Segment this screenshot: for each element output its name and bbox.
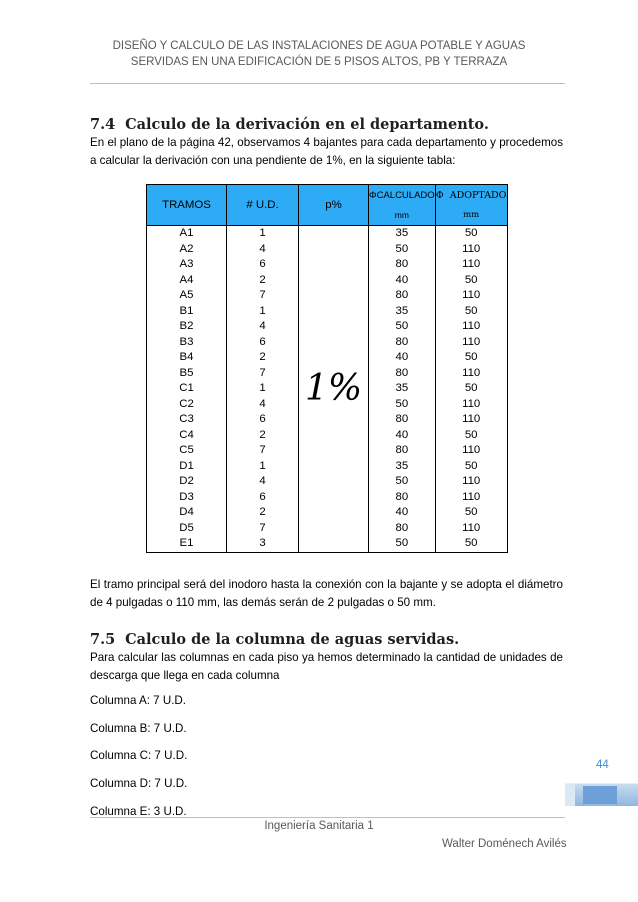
cell-calculado: 50 xyxy=(369,319,436,335)
cell-tramo: B1 xyxy=(147,304,227,320)
cell-calculado: 35 xyxy=(369,381,436,397)
cell-ud: 6 xyxy=(227,490,299,506)
page-number: 44 xyxy=(596,759,609,771)
page-tab-decoration xyxy=(565,783,638,806)
cell-tramo: C3 xyxy=(147,412,227,428)
cell-adoptado: 50 xyxy=(435,226,507,242)
cell-ud: 7 xyxy=(227,366,299,382)
section-7-4-intro: En el plano de la página 42, observamos 4 bajantes para cada departamento y procedemos a calcular la derivación con una pendiente de 1%, en la siguiente tabla: xyxy=(90,136,563,167)
cell-adoptado: 50 xyxy=(435,428,507,444)
header-pct: p% xyxy=(299,185,369,226)
cell-calculado: 50 xyxy=(369,536,436,552)
footer-author: Walter Doménech Avilés xyxy=(442,838,567,850)
cell-adoptado: 110 xyxy=(435,366,507,382)
cell-tramo: D4 xyxy=(147,505,227,521)
cell-calculado: 50 xyxy=(369,474,436,490)
cell-calculado: 35 xyxy=(369,304,436,320)
cell-adoptado: 50 xyxy=(435,273,507,289)
header-tramos: TRAMOS xyxy=(147,185,227,226)
table-row xyxy=(147,226,508,242)
table-header-row xyxy=(147,185,508,226)
cell-tramo: C1 xyxy=(147,381,227,397)
cell-tramo: A2 xyxy=(147,242,227,258)
cell-ud: 2 xyxy=(227,273,299,289)
cell-tramo: D3 xyxy=(147,490,227,506)
column-e-line: Columna E: 3 U.D. xyxy=(90,805,187,818)
phi-symbol: Φ xyxy=(435,189,444,201)
header-line-1: DISEÑO Y CALCULO DE LAS INSTALACIONES DE AGUA POTABLE Y AGUAS xyxy=(112,40,526,52)
cell-adoptado: 50 xyxy=(435,381,507,397)
footer-rule xyxy=(90,817,565,818)
cell-adoptado: 110 xyxy=(435,397,507,413)
cell-tramo: D5 xyxy=(147,521,227,537)
cell-ud: 2 xyxy=(227,505,299,521)
cell-ud: 4 xyxy=(227,397,299,413)
section-title: Calculo de la derivación en el departamento. xyxy=(125,116,489,133)
section-number: 7.5 xyxy=(90,631,116,648)
cell-calculado: 40 xyxy=(369,273,436,289)
cell-calculado: 50 xyxy=(369,397,436,413)
column-c-line: Columna C: 7 U.D. xyxy=(90,749,188,762)
cell-tramo: D1 xyxy=(147,459,227,475)
cell-adoptado: 50 xyxy=(435,304,507,320)
cell-ud: 2 xyxy=(227,428,299,444)
cell-calculado: 80 xyxy=(369,257,436,273)
cell-calculado: 80 xyxy=(369,412,436,428)
cell-adoptado: 110 xyxy=(435,490,507,506)
header-adoptado: Φ ADOPTADO mm xyxy=(435,185,507,226)
section-title: Calculo de la columna de aguas servidas. xyxy=(125,631,460,648)
section-7-5-heading xyxy=(90,631,459,648)
phi-symbol: Φ xyxy=(369,189,377,201)
cell-adoptado: 50 xyxy=(435,536,507,552)
section-number: 7.4 xyxy=(90,116,116,133)
cell-calculado: 40 xyxy=(369,350,436,366)
cell-calculado: 80 xyxy=(369,443,436,459)
cell-ud: 3 xyxy=(227,536,299,552)
cell-ud: 7 xyxy=(227,443,299,459)
cell-adoptado: 110 xyxy=(435,474,507,490)
cell-calculado: 80 xyxy=(369,288,436,304)
cell-tramo: B4 xyxy=(147,350,227,366)
cell-ud: 7 xyxy=(227,521,299,537)
cell-tramo: C4 xyxy=(147,428,227,444)
cell-ud: 6 xyxy=(227,257,299,273)
cell-calculado: 80 xyxy=(369,490,436,506)
cell-tramo: A4 xyxy=(147,273,227,289)
derivation-table xyxy=(146,184,508,553)
cell-ud: 4 xyxy=(227,319,299,335)
cell-ud: 1 xyxy=(227,226,299,242)
column-b-line: Columna B: 7 U.D. xyxy=(90,722,187,735)
cell-tramo: D2 xyxy=(147,474,227,490)
cell-tramo: B3 xyxy=(147,335,227,351)
cell-calculado: 35 xyxy=(369,226,436,242)
cell-tramo: B2 xyxy=(147,319,227,335)
header-rule xyxy=(90,83,565,84)
cell-tramo: A5 xyxy=(147,288,227,304)
cell-ud: 2 xyxy=(227,350,299,366)
cell-tramo: A3 xyxy=(147,257,227,273)
cell-tramo: E1 xyxy=(147,536,227,552)
footer-course: Ingeniería Sanitaria 1 xyxy=(264,820,374,832)
cell-tramo: C2 xyxy=(147,397,227,413)
cell-adoptado: 110 xyxy=(435,335,507,351)
cell-calculado: 80 xyxy=(369,521,436,537)
cell-adoptado: 110 xyxy=(435,257,507,273)
cell-calculado: 80 xyxy=(369,335,436,351)
cell-tramo: C5 xyxy=(147,443,227,459)
column-a-line: Columna A: 7 U.D. xyxy=(90,694,187,707)
unit-mm: mm xyxy=(394,209,409,220)
header-line-2: SERVIDAS EN UNA EDIFICACIÓN DE 5 PISOS ALTOS, PB Y TERRAZA xyxy=(130,56,508,68)
cell-calculado: 40 xyxy=(369,428,436,444)
cell-adoptado: 110 xyxy=(435,443,507,459)
cell-ud: 4 xyxy=(227,242,299,258)
cell-ud: 6 xyxy=(227,412,299,428)
cell-adoptado: 50 xyxy=(435,459,507,475)
cell-adoptado: 110 xyxy=(435,319,507,335)
column-d-line: Columna D: 7 U.D. xyxy=(90,777,188,790)
cell-adoptado: 110 xyxy=(435,521,507,537)
cell-adoptado: 110 xyxy=(435,412,507,428)
header-calculado: ΦCALCULADO mm xyxy=(369,185,436,226)
cell-calculado: 35 xyxy=(369,459,436,475)
cell-tramo: B5 xyxy=(147,366,227,382)
cell-ud: 1 xyxy=(227,304,299,320)
cell-adoptado: 110 xyxy=(435,242,507,258)
cell-ud: 7 xyxy=(227,288,299,304)
section-7-5-intro: Para calcular las columnas en cada piso ya hemos determinado la cantidad de unidades de descarga que llega en cada columna xyxy=(90,651,563,682)
cell-adoptado: 50 xyxy=(435,505,507,521)
cell-calculado: 80 xyxy=(369,366,436,382)
cell-ud: 1 xyxy=(227,381,299,397)
cell-calculado: 50 xyxy=(369,242,436,258)
unit-mm: mm xyxy=(463,209,480,220)
cell-adoptado: 110 xyxy=(435,288,507,304)
cell-tramo: A1 xyxy=(147,226,227,242)
cell-slope: 1% xyxy=(299,226,369,553)
after-table-text: El tramo principal será del inodoro hasta la conexión con la bajante y se adopta el diámetro de 4 pulgadas o 110 mm, las demás serán de 2 pulgadas o 50 mm. xyxy=(90,578,563,609)
cell-ud: 4 xyxy=(227,474,299,490)
cell-ud: 6 xyxy=(227,335,299,351)
header-ud: # U.D. xyxy=(227,185,299,226)
cell-calculado: 40 xyxy=(369,505,436,521)
section-7-4-heading xyxy=(90,116,489,133)
cell-ud: 1 xyxy=(227,459,299,475)
cell-adoptado: 50 xyxy=(435,350,507,366)
